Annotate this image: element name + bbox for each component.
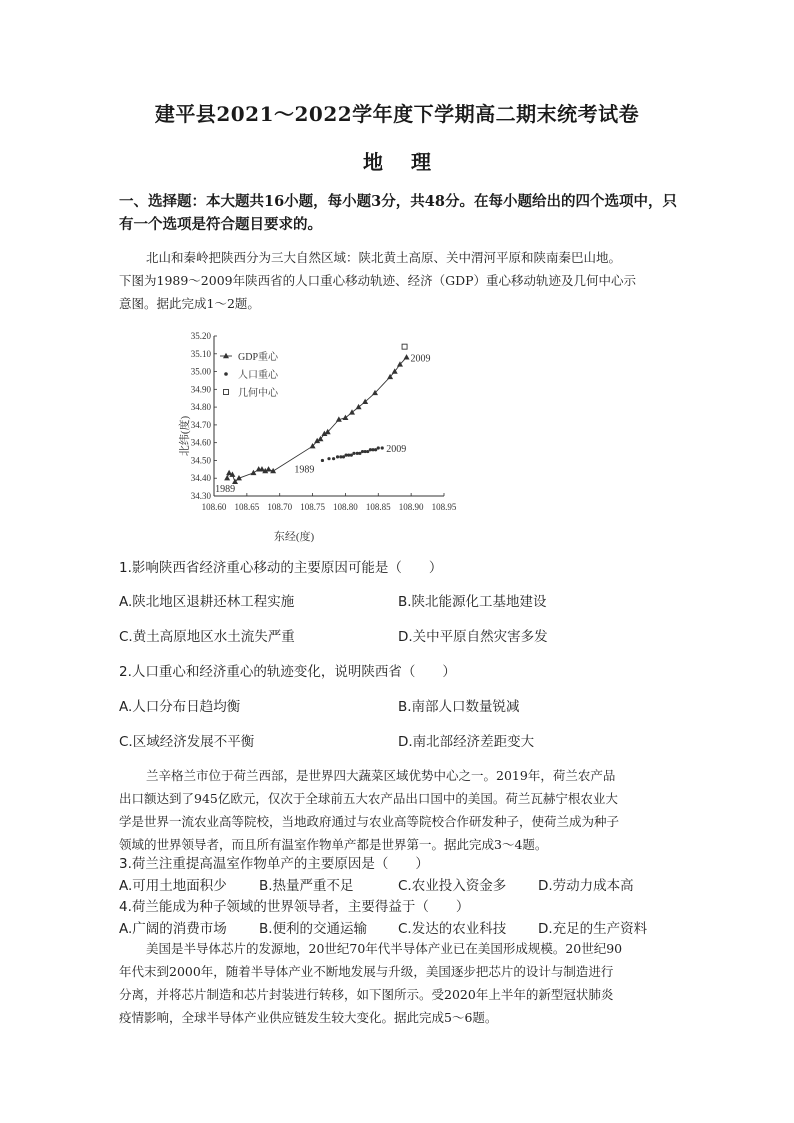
y-tick-label: 35.20 <box>190 331 211 341</box>
passage2-line4: 领域的世界领导者，而且所有温室作物单产都是世界第一。据此完成3～4题。 <box>119 837 548 852</box>
q4-option-b[interactable]: B.便利的交通运输 <box>259 921 368 937</box>
legend-geometric-marker <box>224 390 229 395</box>
year-annotation: 2009 <box>410 353 431 365</box>
q2-option-a[interactable]: A.人口分布日趋均衡 <box>119 699 241 715</box>
gdp-point <box>224 475 230 480</box>
q2-option-b[interactable]: B.南部人口数量锐减 <box>398 699 520 715</box>
q4-option-d[interactable]: D.充足的生产资料 <box>538 921 648 937</box>
q1-option-b[interactable]: B.陕北能源化工基地建设 <box>398 594 547 610</box>
q1-option-c[interactable]: C.黄土高原地区水土流失严重 <box>119 629 295 645</box>
year-annotation: 1989 <box>294 464 315 476</box>
q4-option-c[interactable]: C.发达的农业科技 <box>398 921 507 937</box>
passage2-line2: 出口额达到了945亿欧元，仅次于全球前五大农产品出口国中的美国。荷兰瓦赫宁根农业大 <box>119 791 618 806</box>
x-tick-label: 108.65 <box>234 502 260 512</box>
x-tick-label: 108.90 <box>398 502 424 512</box>
y-axis-label: 北纬(度) <box>179 415 191 457</box>
section-heading-line2: 有一个选项是符合题目要求的。 <box>119 216 322 233</box>
population-point <box>321 459 324 462</box>
page-title: 建平县2021～2022学年度下学期高二期末统考试卷 <box>154 102 640 126</box>
q4-option-a[interactable]: A.广阔的消费市场 <box>119 921 227 937</box>
gravity-center-chart <box>174 326 462 548</box>
population-point <box>358 452 361 455</box>
y-tick-label: 34.90 <box>190 384 211 395</box>
question-1-stem: 1.影响陕西省经济重心移动的主要原因可能是（ ） <box>119 560 443 576</box>
population-point <box>336 455 339 458</box>
geometric-center-point <box>402 344 407 349</box>
population-point <box>332 457 335 460</box>
population-point <box>366 450 369 453</box>
gdp-point <box>404 354 410 359</box>
y-tick-label: 34.70 <box>190 419 211 430</box>
passage1-line3: 意图。据此完成1～2题。 <box>119 296 260 311</box>
gdp-point <box>266 466 272 471</box>
legend-population-label: 人口重心 <box>238 370 278 381</box>
y-tick-label: 34.60 <box>190 437 211 448</box>
section-heading-line1: 一、选择题：本大题共16小题，每小题3分，共48分。在每小题给出的四个选项中，只 <box>119 193 677 210</box>
gdp-point <box>356 404 362 409</box>
passage3-line2: 年代末到2000年，随着半导体产业不断地发展与升级，美国逐步把芯片的设计与制造进行 <box>119 964 614 979</box>
x-tick-label: 108.75 <box>300 502 325 512</box>
chart-marks <box>215 344 430 495</box>
q2-option-c[interactable]: C.区域经济发展不平衡 <box>119 734 255 750</box>
q3-option-c[interactable]: C.农业投入资金多 <box>398 878 507 894</box>
y-tick-label: 34.80 <box>190 402 211 413</box>
passage2-line1: 兰辛格兰市位于荷兰西部，是世界四大蔬菜区域优势中心之一。2019年，荷兰农产品 <box>146 768 616 783</box>
x-tick-label: 108.85 <box>365 502 391 512</box>
x-tick-label: 108.95 <box>431 502 457 512</box>
legend-geometric-label: 几何中心 <box>238 388 278 399</box>
q3-option-a[interactable]: A.可用土地面积少 <box>119 878 227 894</box>
y-tick-label: 34.30 <box>190 491 211 501</box>
x-axis-label: 东经(度) <box>273 531 315 543</box>
x-tick-label: 108.80 <box>333 502 358 512</box>
passage3-line4: 疫情影响，全球半导体产业供应链发生较大变化。据此完成5～6题。 <box>119 1010 498 1025</box>
population-point <box>374 448 377 451</box>
q2-option-d[interactable]: D.南北部经济差距变大 <box>398 734 535 750</box>
chart-legend <box>220 350 279 399</box>
x-tick-label: 108.70 <box>267 502 293 512</box>
passage3-line3: 分离，并将芯片制造和芯片封装进行转移，如下图所示。受2020年上半年的新型冠状肺炎 <box>119 987 614 1002</box>
subject-char-1: 地 <box>363 150 383 174</box>
subject-char-2: 理 <box>411 150 431 174</box>
population-point <box>342 455 345 458</box>
year-annotation: 1989 <box>215 484 236 496</box>
population-point <box>350 454 353 457</box>
question-3-stem: 3.荷兰注重提高温室作物单产的主要原因是（ ） <box>119 856 429 872</box>
q3-option-d[interactable]: D.劳动力成本高 <box>538 878 634 894</box>
passage2-line3: 学是世界一流农业高等院校，当地政府通过与农业高等院校合作研发种子，使荷兰成为种子 <box>119 814 620 829</box>
subject-heading <box>0 146 794 175</box>
population-point <box>381 446 384 449</box>
x-tick-label: 108.60 <box>201 502 227 512</box>
gdp-point <box>349 409 355 414</box>
legend-gdp-marker <box>223 353 229 358</box>
q3-option-b[interactable]: B.热量严重不足 <box>259 878 354 894</box>
y-tick-label: 34.40 <box>190 473 211 484</box>
year-annotation: 2009 <box>386 444 407 455</box>
population-point <box>352 452 355 455</box>
gdp-point <box>250 470 256 475</box>
population-point <box>377 446 380 449</box>
passage1-line2: 下图为1989～2009年陕西省的人口重心移动轨迹、经济（GDP）重心移动轨迹及几何中心示 <box>119 273 637 288</box>
y-tick-label: 35.00 <box>190 366 211 377</box>
passage3-line1: 美国是半导体芯片的发源地，20世纪70年代半导体产业已在美国形成规模。20世纪90 <box>146 941 623 956</box>
q1-option-a[interactable]: A.陕北地区退耕还林工程实施 <box>119 594 295 610</box>
population-point <box>327 457 330 460</box>
question-4-stem: 4.荷兰能成为种子领域的世界领导者，主要得益于（ ） <box>119 899 470 915</box>
question-2-stem: 2.人口重心和经济重心的轨迹变化，说明陕西省（ ） <box>119 664 456 680</box>
y-tick-label: 34.50 <box>190 455 211 466</box>
q1-option-d[interactable]: D.关中平原自然灾害多发 <box>398 629 548 645</box>
legend-population-marker <box>224 372 228 376</box>
y-tick-label: 35.10 <box>190 348 211 359</box>
passage1-line1: 北山和秦岭把陕西分为三大自然区域：陕北黄土高原、关中渭河平原和陕南秦巴山地。 <box>146 250 622 265</box>
legend-gdp-label: GDP重心 <box>238 352 279 363</box>
gdp-point <box>342 415 348 420</box>
